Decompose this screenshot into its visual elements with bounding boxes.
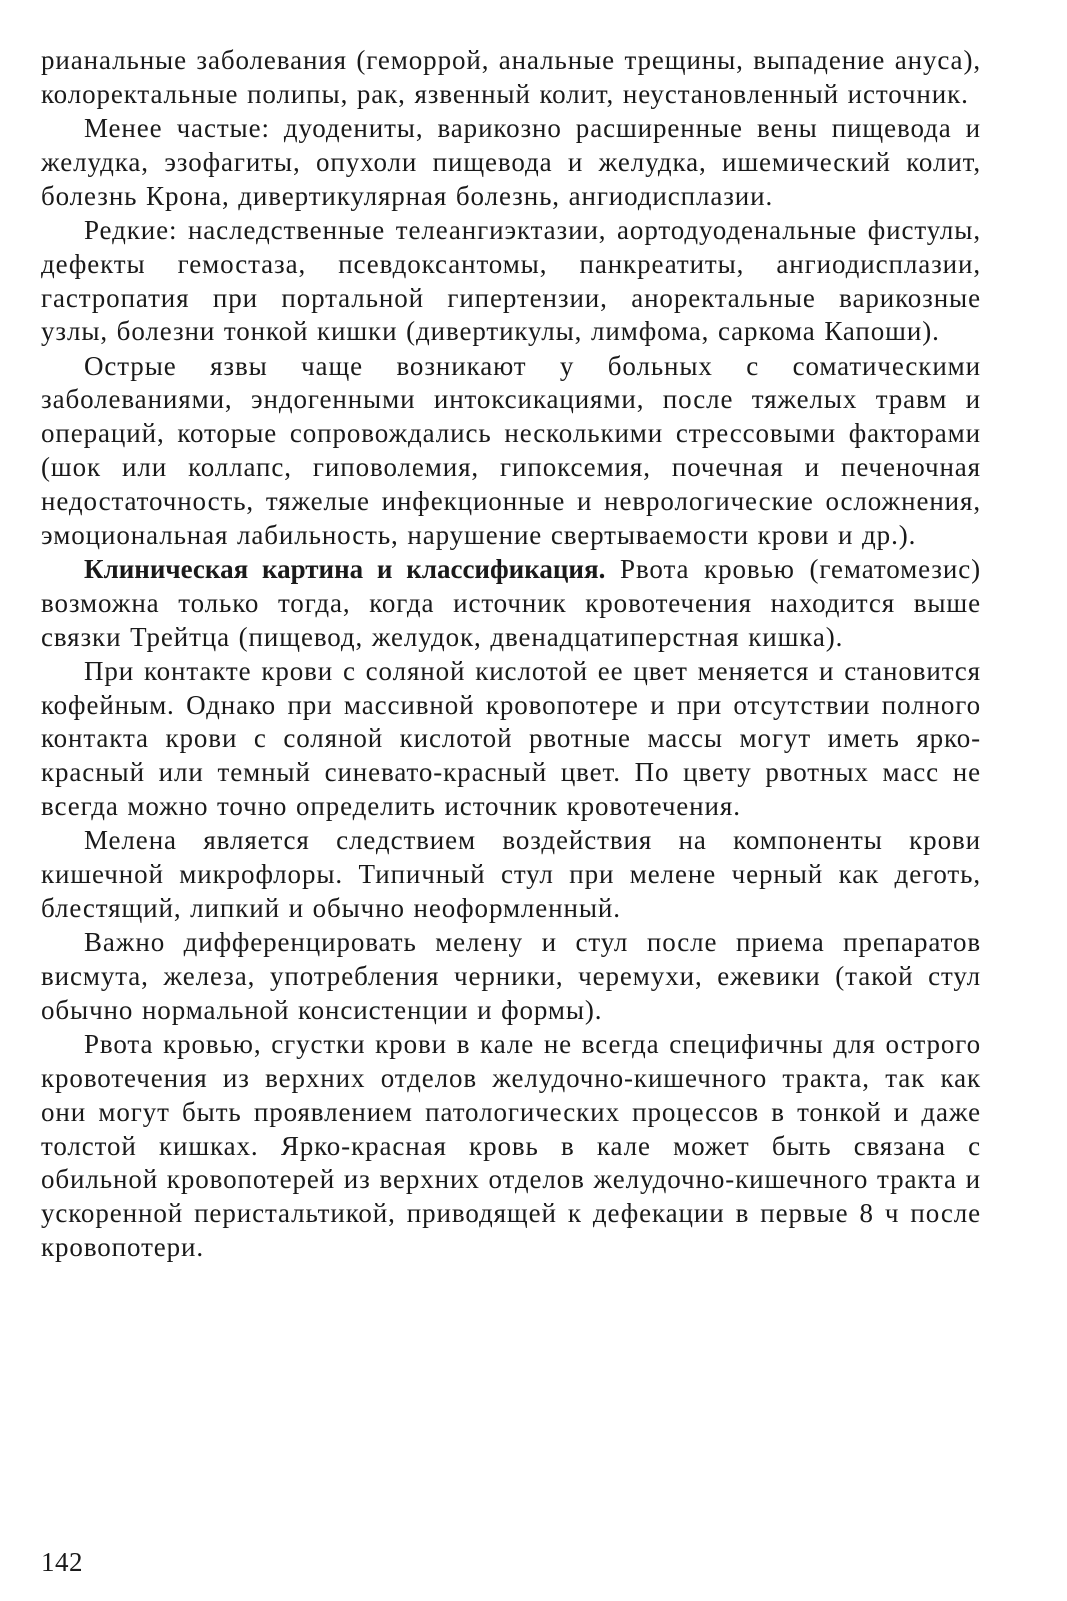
paragraph-text: Редкие: наследственные телеангиэктазии, аортодуоденальные фистулы, дефекты гемостаза, псевдоксантомы, панкреатиты, ангиодисплазии, гастропатия при портальной гипертензии, аноректальные варикозные узлы, болезни тонкой кишки (дивертикулы, лимфома, саркома Капоши). (41, 214, 981, 347)
section-heading: Клиническая картина и классификация. (84, 553, 606, 584)
paragraph-text: Важно дифференцировать мелену и стул после приема препаратов висмута, железа, употребления черники, черемухи, ежевики (такой стул обычно нормальной консистенции и формы). (41, 927, 981, 1025)
paragraph-text: Мелена является следствием воздействия на компоненты крови кишечной микрофлоры. Типичный стул при мелене черный как деготь, блестящий, липкий и обычно неоформленный. (41, 825, 981, 923)
paragraph-text: Рвота кровью, сгустки крови в кале не всегда специфичны для острого кровотечения из верхних отделов желудочно-кишечного тракта, так как они могут быть проявлением патологических процессов в тонкой и даже толстой кишках. Ярко-красная кровь в кале может быть связана с обильной кровопотерей из верхних отделов желудочно-кишечного тракта и ускоренной перистальтикой, приводящей к дефекации в первые 8 ч после кровопотери. (41, 1029, 981, 1262)
paragraph-text: Рвота кровью (гематомезис) возможна только тогда, когда источник кровотечения находится выше связки Трейтца (пищевод, желудок, двенадцатиперстная кишка). (41, 553, 981, 652)
paragraph-with-heading (41, 553, 981, 654)
paragraph (41, 926, 981, 1027)
page-number: 142 (41, 1547, 83, 1577)
paragraph (41, 655, 981, 824)
paragraph-text: рианальные заболевания (геморрой, анальные трещины, выпадение ануса), колоректальные полипы, рак, язвенный колит, неустановленный источник. (41, 45, 981, 109)
paragraph (41, 824, 981, 925)
page-body (41, 44, 981, 1265)
paragraph-text: Острые язвы чаще возникают у больных с соматическими заболеваниями, эндогенными интоксикациями, после тяжелых травм и операций, которые сопровождались несколькими стрессовыми факторами (шок или коллапс, гиповолемия, гипоксемия, почечная и печеночная недостаточность, тяжелые инфекционные и неврологические осложнения, эмоциональная лабильность, нарушение свертываемости крови и др.). (41, 350, 981, 550)
paragraph (41, 112, 981, 213)
paragraph-text: Менее частые: дуодениты, варикозно расширенные вены пищевода и желудка, эзофагиты, опухоли пищевода и желудка, ишемический колит, болезнь Крона, дивертикулярная болезнь, ангиодисплазии. (41, 113, 981, 211)
paragraph (41, 350, 981, 553)
paragraph (41, 1028, 981, 1265)
paragraph (41, 214, 981, 349)
paragraph-continuation (41, 44, 981, 112)
paragraph-text: При контакте крови с соляной кислотой ее цвет меняется и становится кофейным. Однако при массивной кровопотере и при отсутствии полного контакта крови с соляной кислотой рвотные массы могут иметь ярко-красный или темный синевато-красный цвет. По цвету рвотных масс не всегда можно точно определить источник кровотечения. (41, 655, 981, 822)
